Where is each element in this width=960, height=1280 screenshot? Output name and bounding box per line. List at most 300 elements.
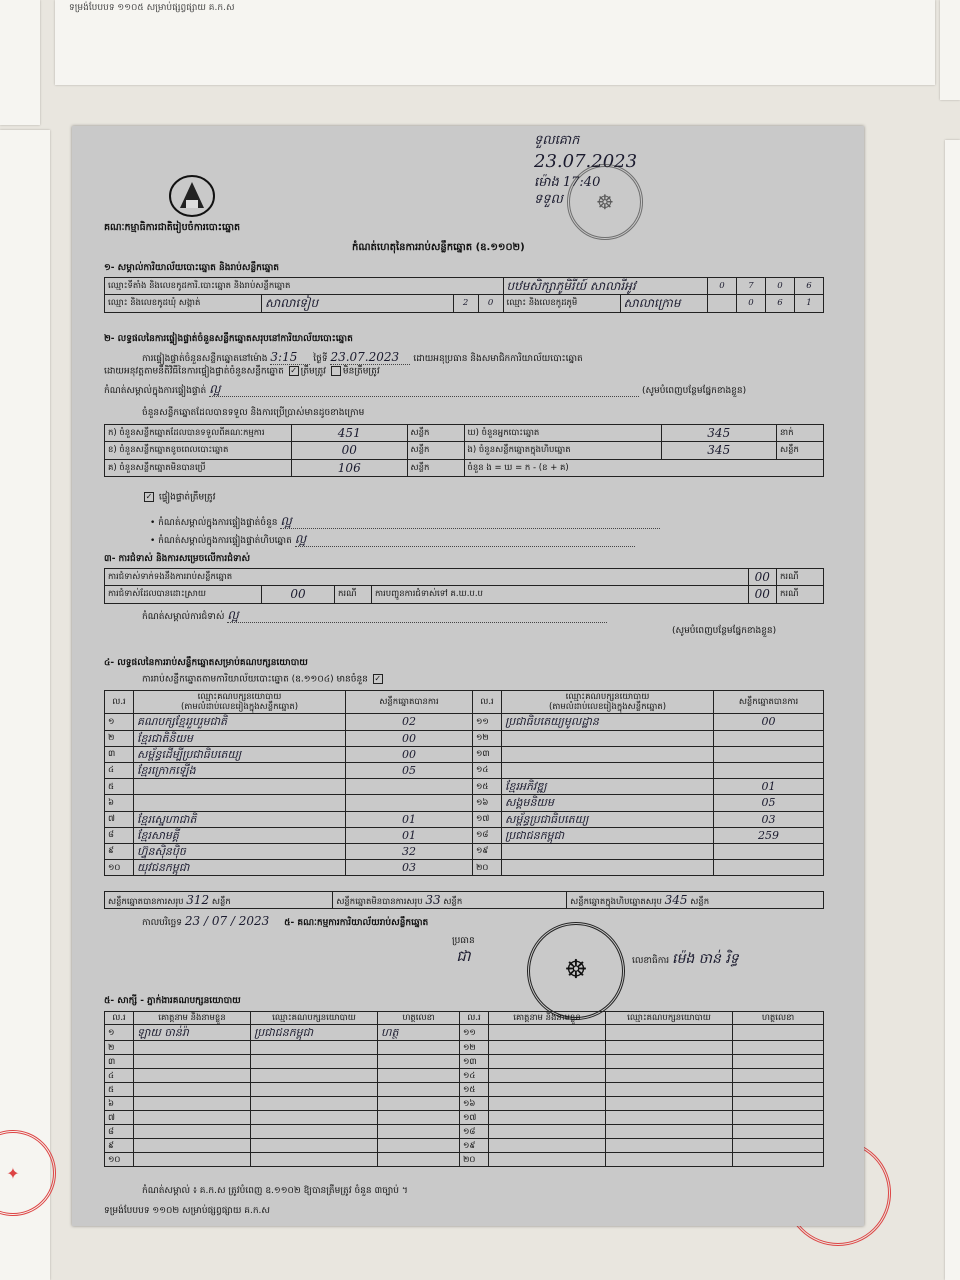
witness-name [134,1139,251,1153]
witness-no: ១៨ [460,1125,489,1139]
s4-total-value: 312 [186,893,210,907]
s4-secretary-sign: ម៉េង ចាន់ រិទ្ធ [672,951,739,967]
witness-party [251,1041,378,1055]
s2-row-a-label2: ឃ) ចំនួនអ្នកបោះឆ្នោត [467,428,540,439]
party-name: ហ្វ៊ុនស៊ិនប៉ិច [134,843,346,859]
s2-row-b-value: 00 [341,443,357,458]
party-no: ១០ [105,860,134,876]
s2-title: ២- លទ្ធផលនៃការផ្ទៀងផ្ទាត់ចំនួនសន្លឹកឆ្នោតសរុបនៅការិយាល័យបោះឆ្នោត [104,334,353,344]
witness-no: ១០ [105,1153,134,1167]
s2-note-label: កំណត់សម្គាល់ក្នុងការផ្ទៀងផ្ទាត់ [104,386,207,396]
party-votes: 32 [346,843,473,859]
received-place: ទួលគោក [534,133,580,148]
witness-no: ៨ [105,1125,134,1139]
party-no: ៦ [105,795,134,811]
s2-row-a [105,425,824,442]
s2-note [104,382,834,397]
seal-emblem-icon: ☸ [564,955,588,986]
s4-secretary-label: លេខាធិការ [632,956,670,966]
committee-seal [527,922,625,1020]
party-no: ១១ [473,714,502,730]
witness-row [105,1041,824,1055]
party-name: គណបក្សខ្មែររួបរួមជាតិ [134,714,346,730]
s4-spoiled-label: សន្លឹកឆ្នោតមិនបានការសរុប [336,897,423,907]
party-row [105,779,824,795]
witness-name [489,1069,606,1083]
witness-row [105,1097,824,1111]
s2-note-hint: (សូមបំពេញបន្ថែមផ្នែកខាងខ្លួន) [641,386,747,396]
witness-name [489,1111,606,1125]
party-row [105,843,824,859]
s3-row2b-unit: ករណី [780,589,799,600]
left-sheet [0,130,50,1280]
witness-signature [733,1055,824,1069]
witness-no: ២ [105,1041,134,1055]
party-no: ២០ [473,860,502,876]
s2-count-table [104,424,824,477]
party-name: ខ្មែរក្រោកឡើង [134,762,346,778]
witness-no: ១៩ [460,1139,489,1153]
s4-chair-sign: ជា [456,946,471,965]
s5-title: ៥- សាក្សី - ភ្នាក់ងារគណបក្សនយោបាយ [104,996,241,1006]
witness-row [105,1025,824,1041]
s3-note-label: កំណត់សម្គាល់ការជំទាស់ [142,612,225,622]
s4-secretary [632,951,739,968]
witness-signature [378,1125,460,1139]
s4-box-label: សន្លឹកឆ្នោតក្នុងហិបឆ្នោតសរុប [570,897,662,907]
party-votes [346,779,473,795]
s4-col-no: ល.រ [112,697,126,708]
red-seal-left: ✦ [0,1130,56,1216]
witness-party [251,1153,378,1167]
s2-row-c [105,459,824,476]
witness-no: ៥ [105,1083,134,1097]
witness-party [251,1055,378,1069]
witness-no: ១៤ [460,1069,489,1083]
s2-row-c-label2: ចំនួន ង = ឃ = ក - (ខ + គ) [467,462,569,473]
witness-name [134,1083,251,1097]
s4-total-label: សន្លឹកឆ្នោតបានការសរុប [108,897,184,907]
witness-signature [378,1083,460,1097]
s5-col-no: ល.រ [112,1013,126,1023]
s4-box-unit: សន្លឹក [690,897,710,907]
witness-row [105,1055,824,1069]
s3-row2-value: 00 [290,587,306,602]
s2-row-a-unit: សន្លឹក [410,428,430,439]
party-row [105,795,824,811]
s4-box-value: 345 [664,893,688,907]
s4-col-party-2: ឈ្មោះគណបក្សនយោបាយ [565,692,650,702]
s1-row1-label: ឈ្មោះទីតាំង និងលេខកូដការិ.បោះឆ្នោត និងរាប់សន្លឹកឆ្នោត [108,281,291,292]
party-row [105,714,824,730]
s5-col-name: គោត្តនាម និងនាមខ្លួន [158,1013,226,1023]
party-name [502,746,714,762]
s2-compare-text: ផ្ទៀងផ្ទាត់ត្រឹមត្រូវ [158,492,216,503]
s2-line1-prefix: ការផ្ទៀងផ្ទាត់ចំនួនសន្លឹកឆ្នោតនៅម៉ោង [142,354,268,364]
s5-col-no-2: ល.រ [467,1013,481,1023]
s2-not-ok-checkbox[interactable] [331,366,341,376]
party-row [105,730,824,746]
s2-note2-value: ល្អ [280,514,660,529]
election-form-page [72,126,864,1226]
s4-col-party: ឈ្មោះគណបក្សនយោបាយ [197,692,282,702]
witness-party [251,1083,378,1097]
s2-compare [142,492,215,503]
party-no: ៨ [105,827,134,843]
witness-no: ១៥ [460,1083,489,1097]
form-title: កំណត់ហេតុនៃការរាប់សន្លឹកឆ្នោត (ឧ.១១០២) [352,242,525,253]
party-no: ២ [105,730,134,746]
s4-chair-label: ប្រធាន [452,936,475,946]
s4-col-votes-2: សន្លឹកឆ្នោតបានការ [738,697,799,708]
witness-party [251,1097,378,1111]
party-row [105,811,824,827]
witness-party [606,1153,733,1167]
s1-code-4: 6 [806,281,812,292]
witness-name: ឡាយ ចាន់រ៉ា [134,1025,251,1041]
s2-note-value: ល្អ [209,382,639,397]
witness-row [105,1069,824,1083]
s1-row2-code2-3: 1 [806,298,812,309]
party-no: ១៥ [473,779,502,795]
witness-signature [378,1097,460,1111]
received-time: ម៉ោង 17:40 [534,174,601,190]
witness-signature [378,1111,460,1125]
party-row [105,860,824,876]
witness-no: ១៣ [460,1055,489,1069]
witness-signature [733,1153,824,1167]
s3-row1-value: 00 [754,570,770,584]
witness-name [134,1055,251,1069]
s5-footnote: កំណត់សម្គាល់ ៖ គ.ក.ស ត្រូវបំពេញ ឧ.១១០២ ឱ្យបានត្រឹមត្រូវ ចំនួន ៣ច្បាប់ ។ [142,1186,408,1196]
s5-footer: ទម្រង់បែបបទ ១១០២ សម្រាប់ផ្សព្វផ្សាយ គ.ក.ស [104,1206,270,1216]
s2-row-c-label: គ) ចំនួនសន្លឹកឆ្នោតមិនបានប្រើ [108,462,206,473]
party-votes: 03 [346,860,473,876]
witness-party [251,1139,378,1153]
party-name [134,779,346,795]
s3-title: ៣- ការជំទាស់ និងការសម្រេចលើការជំទាស់ [104,554,251,564]
s2-line2 [104,366,834,377]
s4-date-value: 23 / 07 / 2023 [184,914,270,928]
party-votes [714,843,824,859]
witness-party [606,1125,733,1139]
s1-row2-code2-2: 6 [777,298,783,309]
witness-signature [378,1055,460,1069]
witness-signature [733,1069,824,1083]
party-no: ១ [105,714,134,730]
s4-intro [142,674,385,685]
witness-signature [733,1097,824,1111]
party-no: ១២ [473,730,502,746]
party-no: ៣ [105,746,134,762]
s4-total-unit: សន្លឹក [211,897,231,907]
s3-row2-unit: ករណី [337,589,357,600]
witness-party [606,1139,733,1153]
s2-ok-label: ត្រឹមត្រូវ [300,366,327,377]
s4-committee-label: ៥- គណៈកម្មការការិយាល័យរាប់សន្លឹកឆ្នោត [284,918,429,928]
org-name: គណៈកម្មាធិការជាតិរៀបចំការបោះឆ្នោត [104,222,241,233]
witness-party [606,1097,733,1111]
s1-row2-value2: សាលាក្រោម [623,296,681,311]
received-sign: ទទួល [534,192,563,208]
party-name [134,795,346,811]
s2-note2 [150,514,830,529]
witness-signature [733,1111,824,1125]
party-votes: 00 [346,730,473,746]
s2-ok-checkbox[interactable]: ✓ [290,366,297,375]
party-votes [346,795,473,811]
s2-row-a-unit2: នាក់ [780,428,794,439]
s2-line1-suffix: ដោយអនុប្រធាន និងសមាជិកការិយាល័យបោះឆ្នោត [413,354,583,364]
party-name: ខ្មែរសាមគ្គី [134,827,346,843]
witness-party [606,1069,733,1083]
s5-col-party: ឈ្មោះគណបក្សនយោបាយ [272,1013,356,1023]
witness-row [105,1111,824,1125]
party-name: យុវជនកម្ពុជា [134,860,346,876]
s2-row-b-unit2: សន្លឹក [780,445,799,456]
party-votes: 00 [714,714,824,730]
s1-row2-label2: ឈ្មោះ និងលេខកូដភូមិ [506,298,578,309]
party-no: ១៧ [473,811,502,827]
s2-row-a-value: 451 [337,426,361,440]
party-no: ៥ [105,779,134,795]
right-top-sheet [940,0,960,100]
witness-signature [733,1125,824,1139]
witness-party [251,1111,378,1125]
witness-signature: ហត្ថ [378,1025,460,1041]
party-votes: 05 [346,762,473,778]
party-name [502,730,714,746]
party-no: ១៦ [473,795,502,811]
party-name: ខ្មែរជាតិនិយម [134,730,346,746]
s1-row1-value: បឋមសិក្សាភូមិរីយ៍ សាលារីអូវ [506,279,636,293]
witness-signature [378,1069,460,1083]
party-row [105,762,824,778]
party-no: ១៨ [473,827,502,843]
witness-no: ៦ [105,1097,134,1111]
s4-date-label: កាលបរិច្ឆេទ [142,918,182,928]
right-sheet [945,140,960,1280]
party-votes [714,746,824,762]
s2-note3-label: • កំណត់សម្គាល់ក្នុងការផ្ទៀងផ្ទាត់ហិបឆ្នោត [150,536,292,546]
s1-row2-label: ឈ្មោះ និងលេខកូដឃុំ សង្កាត់ [108,298,201,309]
party-name: ខ្មែរស្នេហាជាតិ [134,811,346,827]
party-name: ប្រជាធិបតេយ្យមូលដ្ឋាន [502,714,714,730]
party-no: ៧ [105,811,134,827]
s5-col-sig-2: ហត្ថលេខា [761,1013,795,1023]
s1-row2-code-1: 2 [462,298,469,309]
party-no: ៩ [105,843,134,859]
witness-no: ២០ [460,1153,489,1167]
party-row [105,746,824,762]
witness-signature [733,1041,824,1055]
party-no: ១៩ [473,843,502,859]
s3-table [104,568,824,604]
s1-row2-value: សាលាទៀប [265,296,319,311]
s3-row1-unit: ករណី [780,572,799,583]
witness-name [489,1041,606,1055]
s2-line2-text: ដោយអនុវត្តតាមនីតិវិធីនៃការផ្ទៀងផ្ទាត់ចំនួនសន្លឹកឆ្នោត [104,366,284,377]
party-votes [714,860,824,876]
party-name: សម្ព័ន្ធដើម្បីប្រជាធិបតេយ្យ [134,746,346,762]
witness-no: ១៦ [460,1097,489,1111]
s2-note3-value: ល្អ [295,532,635,547]
witness-party [606,1111,733,1125]
s2-date: 23.07.2023 [330,350,410,365]
witness-signature [733,1139,824,1153]
witness-name [134,1153,251,1167]
party-name: សង្គមនិយម [502,795,714,811]
s4-spoiled-unit: សន្លឹក [443,897,463,907]
s1-code-1: 0 [719,281,725,292]
party-votes: 02 [346,714,473,730]
party-votes [714,762,824,778]
party-name [502,843,714,859]
party-row [105,827,824,843]
s5-col-name-2: គោត្តនាម និងនាមខ្លួន [513,1013,581,1023]
nec-emblem-icon [166,172,218,218]
witness-name [134,1069,251,1083]
witness-party [251,1125,378,1139]
s3-row2-label: ការជំទាស់ដែលបានដោះស្រាយ [108,589,206,600]
s2-row-b [105,442,824,459]
s4-results-table [104,690,824,876]
witness-name [489,1025,606,1041]
witness-name [134,1125,251,1139]
witness-row [105,1139,824,1153]
s3-note-value: ល្អ [227,608,607,623]
witness-no: ៣ [105,1055,134,1069]
party-name: ខ្មែរអភិវឌ្ឍ [502,779,714,795]
s2-row-c-value: 106 [337,460,361,475]
s2-row-c-unit: សន្លឹក [410,462,430,473]
witness-row [105,1083,824,1097]
s1-code-3: 0 [777,281,783,292]
s1-table [104,277,824,313]
witness-name [489,1083,606,1097]
s4-col-no-2: ល.រ [480,697,494,708]
party-no: ៤ [105,762,134,778]
s3-row2b-label: ការបញ្ជូនការជំទាស់ទៅ គ.ឃ.ប.ប [374,589,483,600]
s2-row-a-value2: 345 [707,426,731,440]
s5-col-party-2: ឈ្មោះគណបក្សនយោបាយ [627,1013,711,1023]
s4-chair [452,936,475,965]
s4-intro-text: ការរាប់សន្លឹកឆ្នោតតាមការិយាល័យបោះឆ្នោត (ឧ.១១០៤) មានចំនួន [142,674,368,685]
party-votes: 01 [346,811,473,827]
witness-name [489,1097,606,1111]
witness-row [105,1153,824,1167]
witness-signature [378,1139,460,1153]
received-stamp [567,164,643,240]
s2-note3 [150,532,830,547]
witness-party [251,1069,378,1083]
party-votes: 01 [714,779,824,795]
stamp-emblem-icon: ☸ [596,190,614,214]
s1-row2-code-2: 0 [487,298,494,309]
s2-note2-label: • កំណត់សម្គាល់ក្នុងការផ្ទៀងផ្ទាត់ចំនួន [150,518,278,528]
s4-checkbox[interactable]: ✓ [374,674,382,683]
s2-row-b-label2: ង) ចំនួនសន្លឹកឆ្នោតក្នុងហិបឆ្នោត [467,445,571,456]
witness-no: ១២ [460,1041,489,1055]
witness-no: ១ [105,1025,134,1041]
witness-party [606,1025,733,1041]
party-no: ១៣ [473,746,502,762]
witness-signature [733,1083,824,1097]
s2-row-b-label: ខ) ចំនួនសន្លឹកឆ្នោតខូចពេលបោះឆ្នោត [108,445,229,456]
witness-no: ១១ [460,1025,489,1041]
party-name [502,860,714,876]
witness-no: ១៧ [460,1111,489,1125]
party-votes: 00 [346,746,473,762]
s4-spoiled-value: 33 [425,893,441,907]
party-no: ១៤ [473,762,502,778]
party-name: ប្រជាជនកម្ពុជា [502,827,714,843]
s4-totals-table [104,891,824,909]
s3-note-hint: (សូមបំពេញបន្ថែមផ្នែកខាងខ្លួន) [672,626,777,636]
party-votes: 05 [714,795,824,811]
s2-row-b-unit: សន្លឹក [410,445,430,456]
s2-compare-checkbox[interactable]: ✓ [145,492,153,501]
s3-row2b-value: 00 [754,587,770,602]
witness-name [489,1055,606,1069]
witness-name [489,1125,606,1139]
party-votes: 03 [714,811,824,827]
witness-party: ប្រជាជនកម្ពុជា [251,1025,378,1041]
s2-time: 3:15 [270,350,310,365]
witness-no: ៩ [105,1139,134,1153]
witness-name [489,1153,606,1167]
s1-title: ១- សម្គាល់ការិយាល័យបោះឆ្នោត និងរាប់សន្លឹកឆ្នោត [104,263,280,273]
witness-signature [378,1041,460,1055]
top-sheet-text: ទម្រង់បែបបទ ១១០៥ សម្រាប់ផ្សព្វផ្សាយ គ.ក.ស [69,3,235,13]
s3-note [142,608,832,623]
s5-col-sig: ហត្ថលេខា [402,1013,435,1023]
s2-row-b-value2: 345 [707,443,731,458]
top-sheet [55,0,935,85]
s3-row1-label: ការជំទាស់ទាក់ទងនឹងការរាប់សន្លឹកឆ្នោត [108,572,233,583]
s4-title: ៤- លទ្ធផលនៃការរាប់សន្លឹកឆ្នោតសម្រាប់គណបក្សនយោបាយ [104,658,308,668]
s1-code-2: 7 [748,281,754,292]
witness-signature [378,1153,460,1167]
witness-name [134,1111,251,1125]
party-votes: 259 [714,827,824,843]
party-votes [714,730,824,746]
s2-date-prefix: ថ្ងៃទី [313,354,328,364]
s4-col-party-sub-2: (តាមលំដាប់លេខរៀងក្នុងសន្លឹកឆ្នោត) [548,702,667,713]
witness-signature [733,1025,824,1041]
s2-intro: ចំនួនសន្លឹកឆ្នោតដែលបានទទួល និងការប្រើប្រាស់មានដូចខាងក្រោម [142,408,365,418]
s2-not-ok-label: មិនត្រឹមត្រូវ [342,366,380,377]
party-name: សម្ព័ន្ធប្រជាធិបតេយ្យ [502,811,714,827]
witness-party [606,1041,733,1055]
s4-header-row [105,691,824,714]
witness-name [134,1097,251,1111]
s2-row-a-label: ក) ចំនួនសន្លឹកឆ្នោតដែលបានទទួលពីគណៈកម្មការ [108,428,265,439]
witness-party [606,1055,733,1069]
witness-name [489,1139,606,1153]
s5-witness-table [104,1011,824,1167]
party-name [502,762,714,778]
witness-name [134,1041,251,1055]
party-votes: 01 [346,827,473,843]
s4-col-votes: សន្លឹកឆ្នោតបានការ [379,697,439,708]
witness-no: ៧ [105,1111,134,1125]
s2-line1 [142,350,832,365]
s4-col-party-sub: (តាមលំដាប់លេខរៀងក្នុងសន្លឹកឆ្នោត) [180,702,299,713]
witness-row [105,1125,824,1139]
witness-party [606,1083,733,1097]
left-top-sheet [0,0,40,125]
